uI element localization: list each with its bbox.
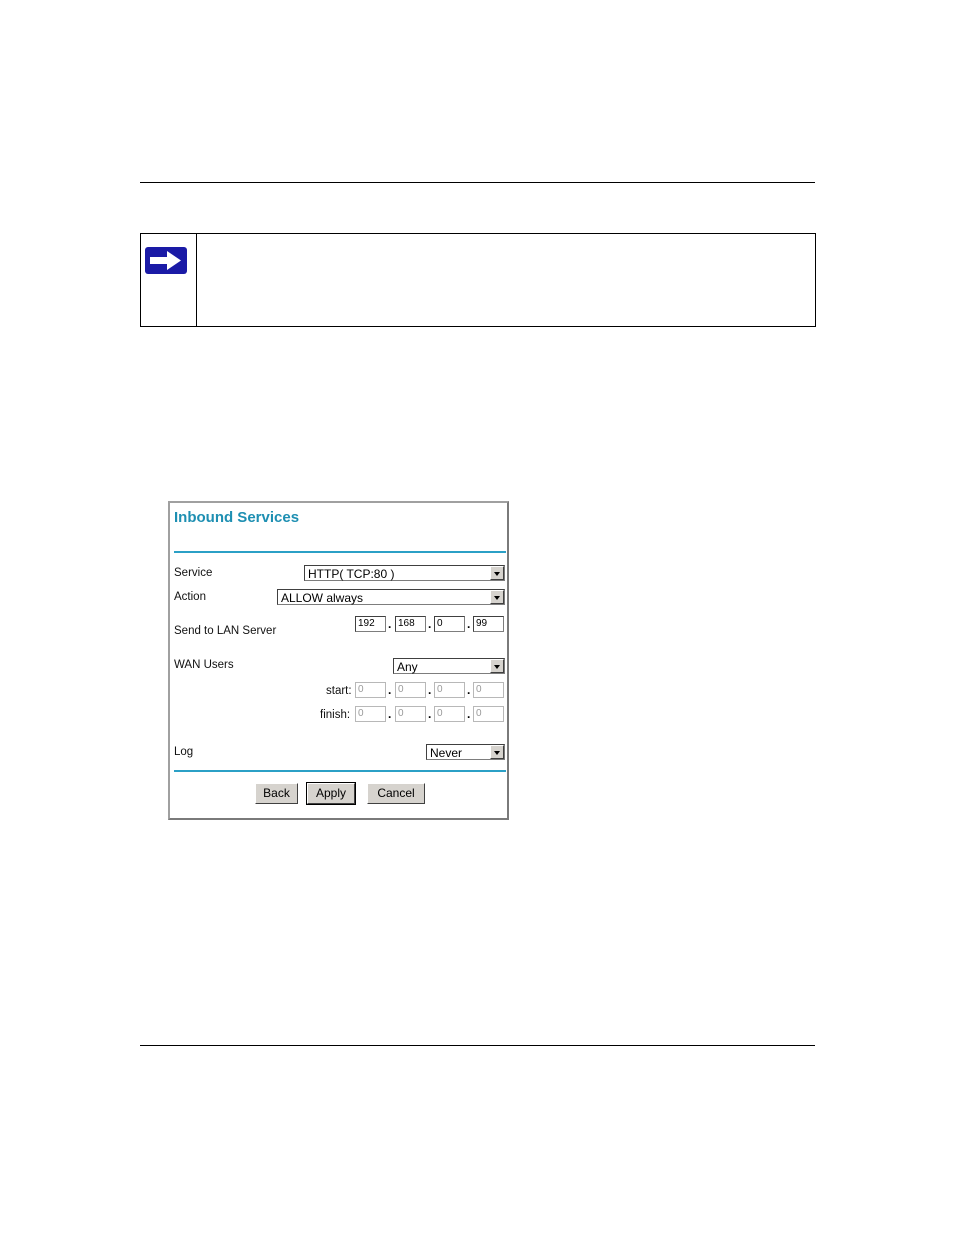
lan-ip-octet-2[interactable]: 168 xyxy=(395,616,426,632)
finish-ip-octet-3[interactable]: 0 xyxy=(434,706,465,722)
note-divider xyxy=(196,234,197,326)
log-value: Never xyxy=(430,746,463,760)
ip-dot: . xyxy=(428,707,432,721)
ip-dot: . xyxy=(467,707,471,721)
footer-divider xyxy=(174,770,506,772)
action-value: ALLOW always xyxy=(281,591,364,605)
start-label: start: xyxy=(326,685,352,697)
footer-rule xyxy=(140,1045,815,1046)
lan-server-label: Send to LAN Server xyxy=(174,625,277,637)
title-divider xyxy=(174,551,506,553)
inbound-services-panel xyxy=(168,501,509,820)
log-label: Log xyxy=(174,746,194,758)
start-ip-octet-3[interactable]: 0 xyxy=(434,682,465,698)
finish-ip-octet-1[interactable]: 0 xyxy=(355,706,386,722)
arrow-right-icon xyxy=(145,247,187,274)
header-rule xyxy=(140,182,815,183)
ip-dot: . xyxy=(388,617,392,631)
back-button[interactable]: Back xyxy=(255,783,298,804)
finish-ip-octet-4[interactable]: 0 xyxy=(473,706,504,722)
service-select[interactable] xyxy=(304,565,505,581)
cancel-button[interactable]: Cancel xyxy=(367,783,425,804)
wan-users-label: WAN Users xyxy=(174,659,234,671)
ip-dot: . xyxy=(428,617,432,631)
chevron-down-icon[interactable] xyxy=(490,745,504,759)
finish-ip-octet-2[interactable]: 0 xyxy=(395,706,426,722)
wan-users-value: Any xyxy=(397,660,418,674)
lan-ip-octet-1[interactable]: 192 xyxy=(355,616,386,632)
apply-button[interactable]: Apply xyxy=(307,783,355,804)
ip-dot: . xyxy=(388,683,392,697)
start-ip-octet-2[interactable]: 0 xyxy=(395,682,426,698)
wan-users-select[interactable] xyxy=(393,658,505,674)
start-ip-octet-4[interactable]: 0 xyxy=(473,682,504,698)
chevron-down-icon[interactable] xyxy=(490,590,504,604)
ip-dot: . xyxy=(428,683,432,697)
chevron-down-icon[interactable] xyxy=(490,566,504,580)
ip-dot: . xyxy=(467,617,471,631)
action-label: Action xyxy=(174,591,206,603)
lan-ip-octet-3[interactable]: 0 xyxy=(434,616,465,632)
ip-dot: . xyxy=(388,707,392,721)
log-select[interactable] xyxy=(426,744,505,760)
ip-dot: . xyxy=(467,683,471,697)
chevron-down-icon[interactable] xyxy=(490,659,504,673)
panel-title: Inbound Services xyxy=(174,509,300,526)
service-value: HTTP( TCP:80 ) xyxy=(308,567,395,581)
finish-label: finish: xyxy=(320,709,351,721)
action-select[interactable] xyxy=(277,589,505,605)
lan-ip-octet-4[interactable]: 99 xyxy=(473,616,504,632)
start-ip-octet-1[interactable]: 0 xyxy=(355,682,386,698)
note-box xyxy=(140,233,816,327)
service-label: Service xyxy=(174,567,213,579)
